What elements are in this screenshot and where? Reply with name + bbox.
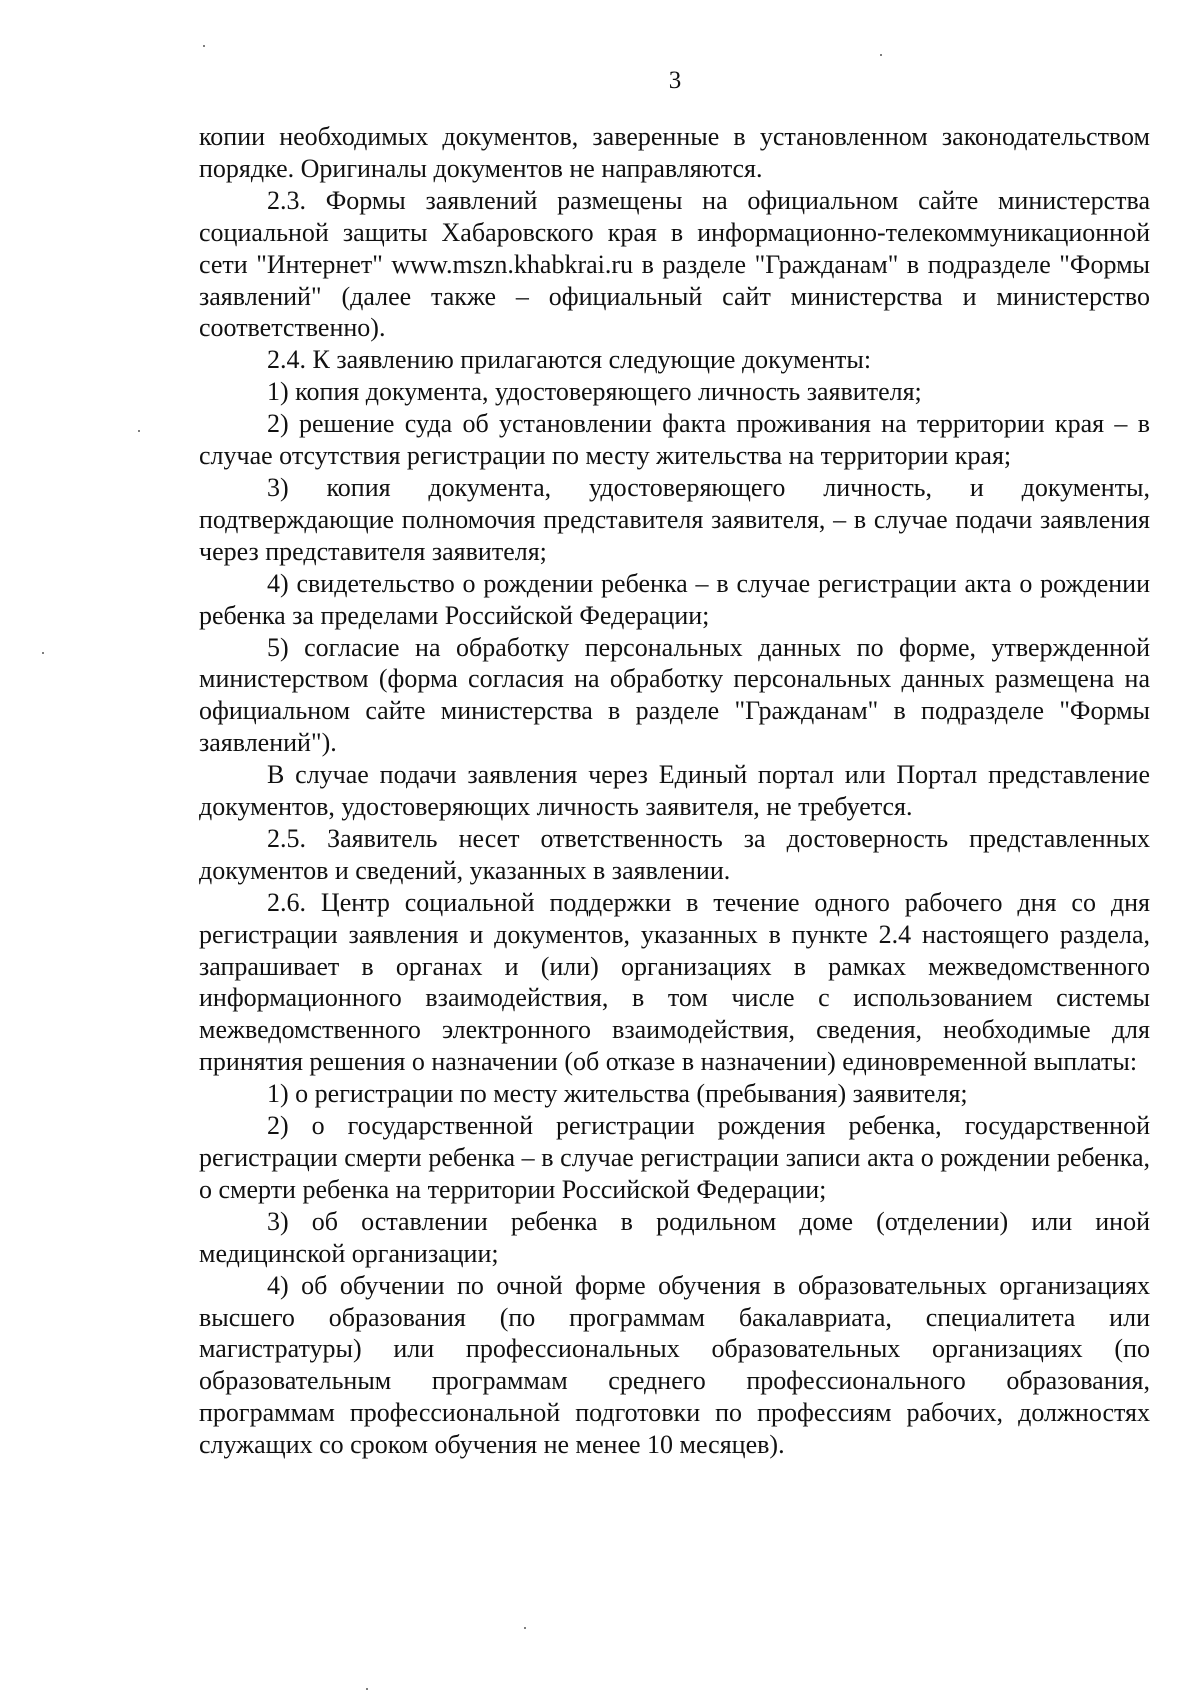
list-item-2-6-4: 4) об обучении по очной форме обучения в образовательных организациях высшего образования (по программам бакалавриата, специалитета или магистратуры) или профессиональных образовательных организациях (по образовательным программам среднего профессионального образования, программам профессиональной подготовки по профессиям рабочих, должностях служащих со сроком обучения не менее 10 месяцев). bbox=[199, 1270, 1150, 1460]
paragraph-2-6: 2.6. Центр социальной поддержки в течение одного рабочего дня со дня регистрации заявления и документов, указанных в пункте 2.4 настоящего раздела, запрашивает в органах и (или) организациях в рамках межведомственного информационного взаимодействия, в том числе с использованием системы межведомственного электронного взаимодействия, сведения, необходимые для принятия решения о назначении (об отказе в назначении) единовременной выплаты: bbox=[199, 887, 1150, 1077]
list-item-2-4-1: 1) копия документа, удостоверяющего личность заявителя; bbox=[267, 377, 922, 407]
scan-speck bbox=[880, 54, 882, 56]
paragraph-2-5: 2.5. Заявитель несет ответственность за достоверность представленных документов и сведений, указанных в заявлении. bbox=[199, 823, 1150, 885]
list-item-2-6-3: 3) об оставлении ребенка в родильном доме (отделении) или иной медицинской организации; bbox=[199, 1206, 1150, 1268]
document-body bbox=[199, 121, 1150, 1461]
list-item-2-4-3: 3) копия документа, удостоверяющего личность, и документы, подтверждающие полномочия представителя заявителя, – в случае подачи заявления через представителя заявителя; bbox=[199, 472, 1150, 566]
list-item-2-6-1: 1) о регистрации по месту жительства (пребывания) заявителя; bbox=[267, 1079, 968, 1109]
list-item-2-6-2: 2) о государственной регистрации рождения ребенка, государственной регистрации смерти ребенка – в случае регистрации записи акта о рождении ребенка, о смерти ребенка на территории Российской Федерации; bbox=[199, 1111, 1150, 1204]
paragraph-2-4: 2.4. К заявлению прилагаются следующие документы: bbox=[267, 345, 872, 375]
paragraph-portal-note: В случае подачи заявления через Единый портал или Портал представление документов, удостоверяющих личность заявителя, не требуется. bbox=[199, 760, 1150, 822]
scan-speck bbox=[138, 430, 140, 432]
scan-speck bbox=[203, 45, 205, 47]
paragraph-2-3: 2.3. Формы заявлений размещены на официальном сайте министерства социальной защиты Хабаровского края в информационно-телекоммуникационной сети "Интернет" www.mszn.khabkrai.ru в разделе "Гражданам" в подразделе "Формы заявлений" (далее также – официальный сайт министерства и министерство соответственно). bbox=[199, 185, 1150, 343]
list-item-2-4-4: 4) свидетельство о рождении ребенка – в случае регистрации акта о рождении ребенка за пределами Российской Федерации; bbox=[199, 568, 1150, 630]
scan-speck bbox=[42, 652, 44, 654]
list-item-2-4-5: 5) согласие на обработку персональных данных по форме, утвержденной министерством (форма согласия на обработку персональных данных размещена на официальном сайте министерства в разделе "Гражданам" в подразделе "Формы заявлений"). bbox=[199, 632, 1150, 758]
paragraph-continuation: копии необходимых документов, заверенные в установленном законодательством порядке. Оригиналы документов не направляются. bbox=[199, 122, 1150, 183]
scan-speck bbox=[524, 1627, 526, 1629]
scan-speck bbox=[366, 1688, 368, 1690]
list-item-2-4-2: 2) решение суда об установлении факта проживания на территории края – в случае отсутствия регистрации по месту жительства на территории края; bbox=[199, 409, 1150, 471]
page-number: 3 bbox=[668, 67, 682, 94]
